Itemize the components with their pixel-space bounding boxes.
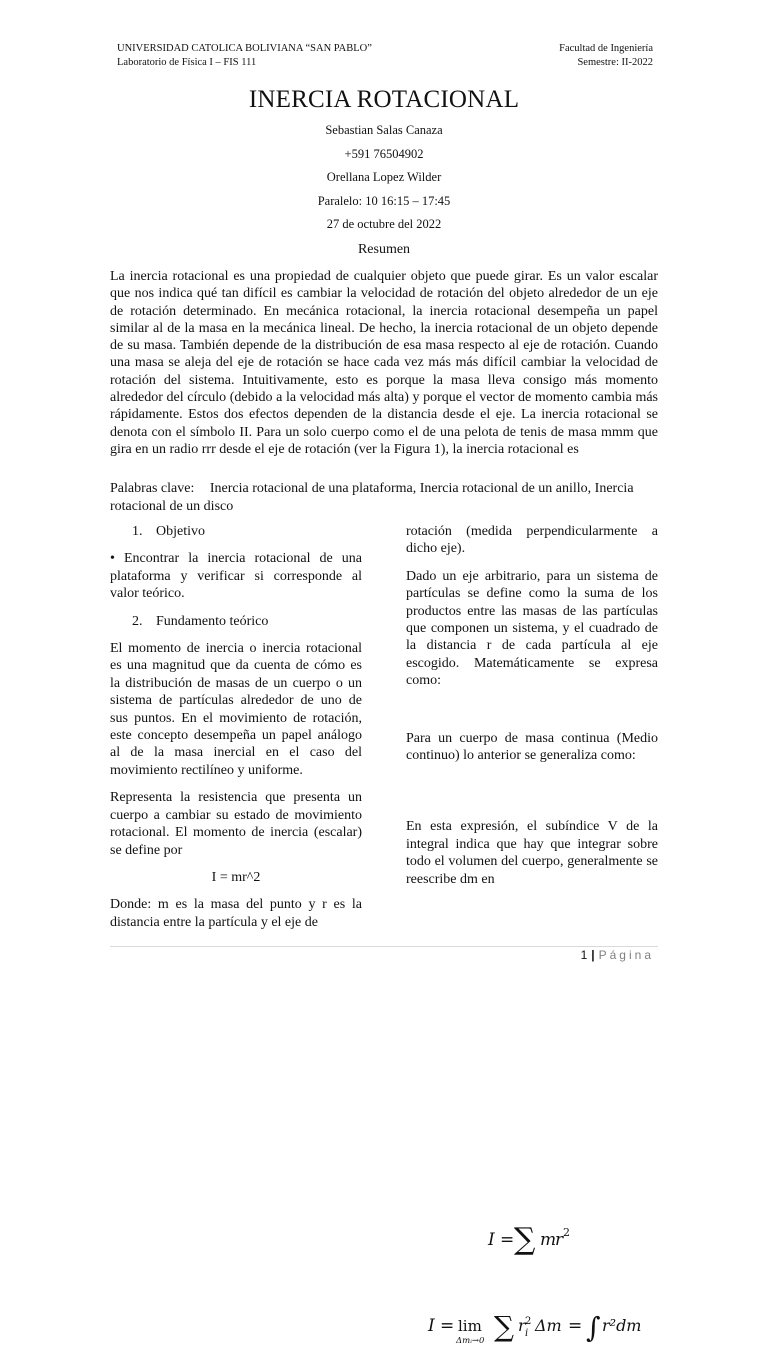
section-fundamento-heading xyxy=(110,613,362,630)
eq-delta-m: Δm xyxy=(535,1316,562,1335)
keywords-label: Palabras clave: xyxy=(110,481,195,496)
eq-integral-symbol: ∫ xyxy=(586,1311,601,1344)
eq-sum-symbol: ∑ xyxy=(494,1310,514,1343)
header-faculty: Facultad de Ingeniería xyxy=(559,43,653,54)
abstract-text: La inercia rotacional es una propiedad de cualquier objeto que puede girar. Es un valor escalar que nos indica qué tan difícil es cambiar la velocidad de rotación del objeto alrededor de un eje de rotación determinado. En mecánica rotacional, la inercia rotacional desempeña un papel similar al de la masa en la mecánica lineal. De hecho, la inercia rotacional de un objeto depende de su masa. También depende de la distribución de esa masa respecto al eje de rotación. Cuando una masa se aleja del eje de rotación se hace cada vez más más difícil cambiar la velocidad de rotación del sistema. Intuitivamente, esto es porque la masa lleva consigo más momento alrededor del círculo (debido a la velocidad más alta) y porque el vector de momento cambia más rápidamente. Estos dos efectos dependen de la distancia desde el eje. La inercia rotacional se denota con el símbolo II. Para un solo cuerpo como el de una pelota de tenis de masa mmm que gira en un radio rrr desde el eje de rotación (ver la Figura 1), la inercia rotacional es xyxy=(110,269,658,457)
footer-divider xyxy=(110,946,658,947)
page-footer xyxy=(581,948,654,962)
eq-equals: = xyxy=(500,1230,515,1250)
paralelo: Paralelo: 10 16:15 – 17:45 xyxy=(317,194,451,208)
eq-exponent: 2 xyxy=(563,1226,570,1239)
eq-r-i: r xyxy=(518,1316,526,1335)
page-header xyxy=(117,42,653,70)
eq-equals-2: = xyxy=(568,1316,583,1336)
eq-lim: lim xyxy=(458,1317,482,1335)
paragraph: Representa la resistencia que presenta un cuerpo a cambiar su estado de movimiento rotacional. El momento de inercia (escalar) se define por xyxy=(110,790,362,858)
equation-limit-integral xyxy=(406,1309,658,1349)
eq-r: r xyxy=(555,1230,564,1250)
footer-separator: | xyxy=(591,948,595,962)
author-1: Sebastian Salas Canaza xyxy=(325,123,443,137)
header-university: UNIVERSIDAD CATOLICA BOLIVIANA “SAN PABLO” xyxy=(117,43,372,54)
section-number: 1. xyxy=(132,524,143,539)
eq-rhs: r²dm xyxy=(602,1316,642,1335)
eq-lhs: I xyxy=(488,1230,495,1250)
eq-sum-symbol: ∑ xyxy=(514,1222,536,1256)
equation-sum-mr2 xyxy=(406,1220,658,1256)
eq-exponent: 2 xyxy=(525,1316,532,1327)
paragraph: El momento de inercia o inercia rotacional es una magnitud que da cuenta de cómo es la distribución de masas de un cuerpo o un sistema de partículas alrededor de uno de sus puntos. En el movimiento de rotación, este concepto desempeña un papel análogo al de la masa inercial en el caso del movimiento rectilíneo y uniforme. xyxy=(110,641,362,778)
eq-equals: = xyxy=(440,1316,455,1336)
header-semester: Semestre: II-2022 xyxy=(577,57,653,68)
paragraph: Donde: m es la masa del punto y r es la distancia entre la partícula y el eje de xyxy=(110,897,362,930)
keywords-text: Inercia rotacional de una plataforma, Inercia rotacional de un anillo, Inercia rotacional de un disco xyxy=(110,481,634,514)
section-number: 2. xyxy=(132,613,143,629)
formula: I = mr^2 xyxy=(211,869,261,885)
section-title: Objetivo xyxy=(156,524,205,539)
left-column xyxy=(110,523,362,931)
paragraph: En esta expresión, el subíndice V de la integral indica que hay que integrar sobre todo el volumen del cuerpo, generalmente se reescribe dm en xyxy=(406,819,658,887)
date: 27 de octubre del 2022 xyxy=(326,217,442,231)
author-phone: +591 76504902 xyxy=(344,147,424,161)
paragraph: Dado un eje arbitrario, para un sistema de partículas se define como la suma de los productos entre las masas de las partículas que componen un sistema, y el cuadrado de la distancia r de cada partícula al eje escogido. Matemáticamente se expresa como: xyxy=(406,568,658,689)
eq-lhs: I xyxy=(428,1316,435,1336)
page-number: 1 xyxy=(580,948,588,962)
section-objetivo-heading xyxy=(110,523,362,540)
paragraph: rotación (medida perpendicularmente a dicho eje). xyxy=(406,524,658,557)
objective-text: • Encontrar la inercia rotacional de una plataforma y verificar si corresponde al valor teórico. xyxy=(110,551,362,602)
paragraph: Para un cuerpo de masa continua (Medio continuo) lo anterior se generaliza como: xyxy=(406,730,658,764)
author-2: Orellana Lopez Wilder xyxy=(326,170,442,184)
section-title: Fundamento teórico xyxy=(156,613,269,629)
eq-m: m xyxy=(540,1230,557,1250)
paper-title: INERCIA ROTACIONAL xyxy=(248,86,520,113)
keywords xyxy=(110,480,658,515)
header-lab: Laboratorio de Física I – FIS 111 xyxy=(117,57,257,68)
page-word: Página xyxy=(598,948,654,962)
eq-subscript: i xyxy=(525,1328,529,1339)
eq-lim-subscript: Δmᵢ→0 xyxy=(456,1336,485,1346)
abstract-heading: Resumen xyxy=(357,242,411,257)
